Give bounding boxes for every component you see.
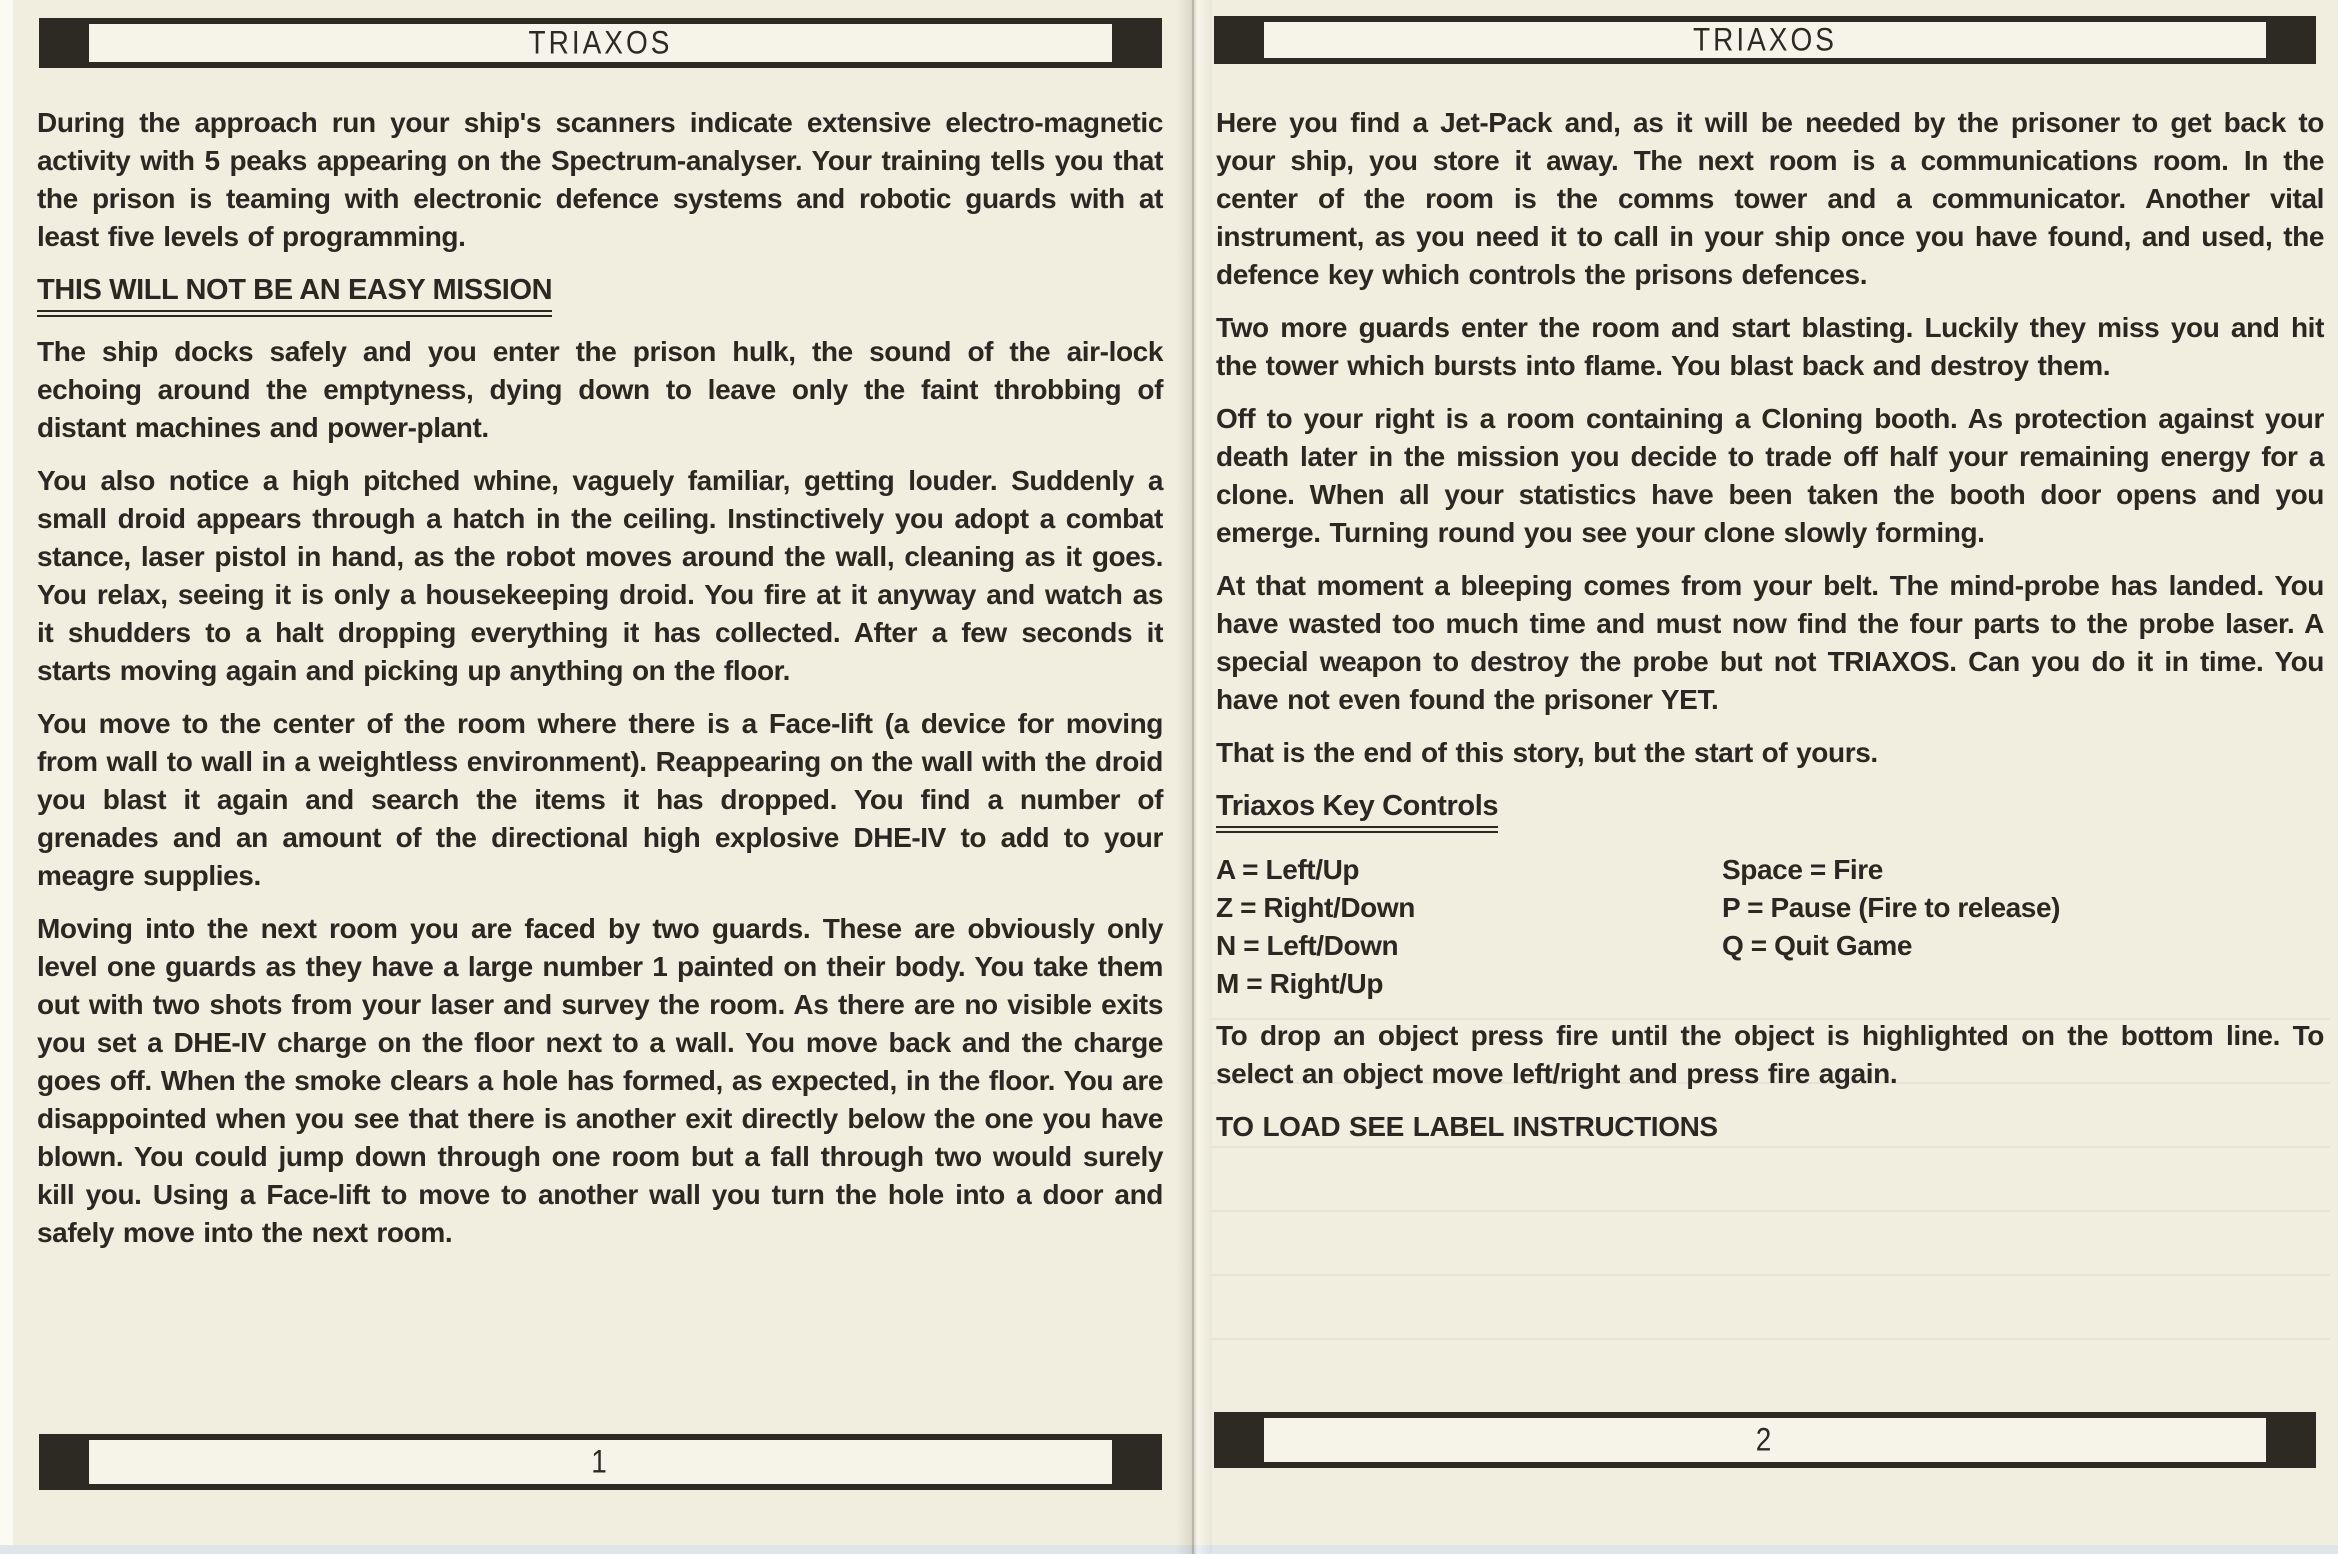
header-end-cap-right [1112, 18, 1162, 68]
story-paragraph: The ship docks safely and you enter the prison hulk, the sound of the air-lock echoing around the emptyness, dying down to leave only the faint throbbing of distant machines and power-plant. [37, 336, 1163, 443]
key-controls-table [1216, 851, 2324, 1003]
page1-number: 1 [591, 1443, 610, 1480]
page1-footer-bar [39, 1434, 1162, 1490]
key-binding: Space = Fire [1722, 854, 1883, 885]
section-heading: THIS WILL NOT BE AN EASY MISSION [37, 273, 552, 317]
story-paragraph: Here you find a Jet-Pack and, as it will be needed by the prisoner to get back to your ship, you store it away. The next room is a communications room. In the center of the room is the comms tower and a communicator. Another vital instrument, as you need it to call in your ship once you have found, and used, the defence key which controls the prisons defences. [1216, 107, 2324, 290]
key-binding: N = Left/Down [1216, 930, 1399, 961]
key-binding: A = Left/Up [1216, 854, 1360, 885]
gutter-fold-line [1192, 0, 1194, 1554]
page-gutter-fold [1176, 0, 1212, 1554]
key-controls-column-right [1722, 851, 2060, 1003]
page1-header-bar [39, 18, 1162, 68]
story-paragraph: Two more guards enter the room and start blasting. Luckily they miss you and hit the tower which bursts into flame. You blast back and destroy them. [1216, 312, 2324, 381]
page2-number: 2 [1755, 1421, 1775, 1458]
manual-page-1 [13, 0, 1176, 1554]
key-binding: Q = Quit Game [1722, 930, 1913, 961]
manual-page-2 [1212, 0, 2330, 1554]
footer-end-cap-right [2266, 1412, 2316, 1468]
key-binding: Z = Right/Down [1216, 892, 1415, 923]
story-paragraph: You move to the center of the room where there is a Face-lift (a device for moving from wall to wall in a weightless environment). Reappearing on the wall with the droid you blast it again and search the items it has dropped. You find a number of grenades and an amount of the directional high explosive DHE-IV to add to your meagre supplies. [37, 708, 1163, 891]
object-drop-note: To drop an object press fire until the object is highlighted on the bottom line. To select an object move left/right and press fire again. [1216, 1020, 2324, 1089]
header-title-box [89, 18, 1112, 68]
page1-body [37, 104, 1163, 1267]
story-paragraph: At that moment a bleeping comes from your belt. The mind-probe has landed. You have wasted too much time and must now find the four parts to the probe laser. A special weapon to destroy the probe but not TRIAXOS. Can you do it in time. You have not even found the prisoner YET. [1216, 570, 2324, 715]
footer-number-box [1264, 1412, 2266, 1468]
story-paragraph: Moving into the next room you are faced by two guards. These are obviously only level one guards as they have a large number 1 painted on their body. You take them out with two shots from your laser and survey the room. As there are no visible exits you set a DHE-IV charge on the floor next to a wall. You move back and the charge goes off. When the smoke clears a hole has formed, as expected, in the floor. You are disappointed when you see that there is another exit directly below the one you have blown. You could jump down through one room but a fall through two would surely kill you. Using a Face-lift to move to another wall you turn the hole into a door and safely move into the next room. [37, 913, 1163, 1248]
bleedthrough-line [1212, 1210, 2330, 1212]
story-paragraph: You also notice a high pitched whine, vaguely familiar, getting louder. Suddenly a small droid appears through a hatch in the ceiling. Instinctively you adopt a combat stance, laser pistol in hand, as the robot moves around the wall, cleaning as it goes. You relax, seeing it is only a housekeeping droid. You fire at it anyway and watch as it shudders to a halt dropping everything it has collected. After a few seconds it starts moving again and picking up anything on the floor. [37, 465, 1163, 686]
page2-body [1216, 104, 2324, 1161]
story-paragraph: Off to your right is a room containing a Cloning booth. As protection against your death later in the mission you decide to trade off half your remaining energy for a clone. When all your statistics have been taken the booth door opens and you emerge. Turning round you see your clone slowly forming. [1216, 403, 2324, 548]
header-end-cap-left [1214, 16, 1264, 64]
header-title-box [1264, 16, 2266, 64]
key-controls-column-left [1216, 851, 1722, 1003]
bleedthrough-line [1212, 1338, 2330, 1340]
load-instructions-note: TO LOAD SEE LABEL INSTRUCTIONS [1216, 1111, 1718, 1142]
story-paragraph: That is the end of this story, but the start of yours. [1216, 737, 1878, 768]
scan-edge-strip [0, 0, 13, 1554]
header-end-cap-right [2266, 16, 2316, 64]
footer-end-cap-left [1214, 1412, 1264, 1468]
key-binding: M = Right/Up [1216, 968, 1384, 999]
footer-number-box [89, 1434, 1112, 1490]
key-controls-heading: Triaxos Key Controls [1216, 789, 1498, 833]
page2-footer-bar [1214, 1412, 2316, 1468]
footer-end-cap-right [1112, 1434, 1162, 1490]
bleedthrough-line [1212, 1274, 2330, 1276]
page1-header-title: TRIAXOS [528, 24, 673, 61]
key-binding: P = Pause (Fire to release) [1722, 892, 2061, 923]
page2-header-title: TRIAXOS [1693, 21, 1837, 58]
footer-end-cap-left [39, 1434, 89, 1490]
page2-header-bar [1214, 16, 2316, 64]
header-end-cap-left [39, 18, 89, 68]
story-paragraph: During the approach run your ship's scanners indicate extensive electro-magnetic activity with 5 peaks appearing on the Spectrum-analyser. Your training tells you that the prison is teaming with electronic defence systems and robotic guards with at least five levels of programming. [37, 107, 1163, 252]
